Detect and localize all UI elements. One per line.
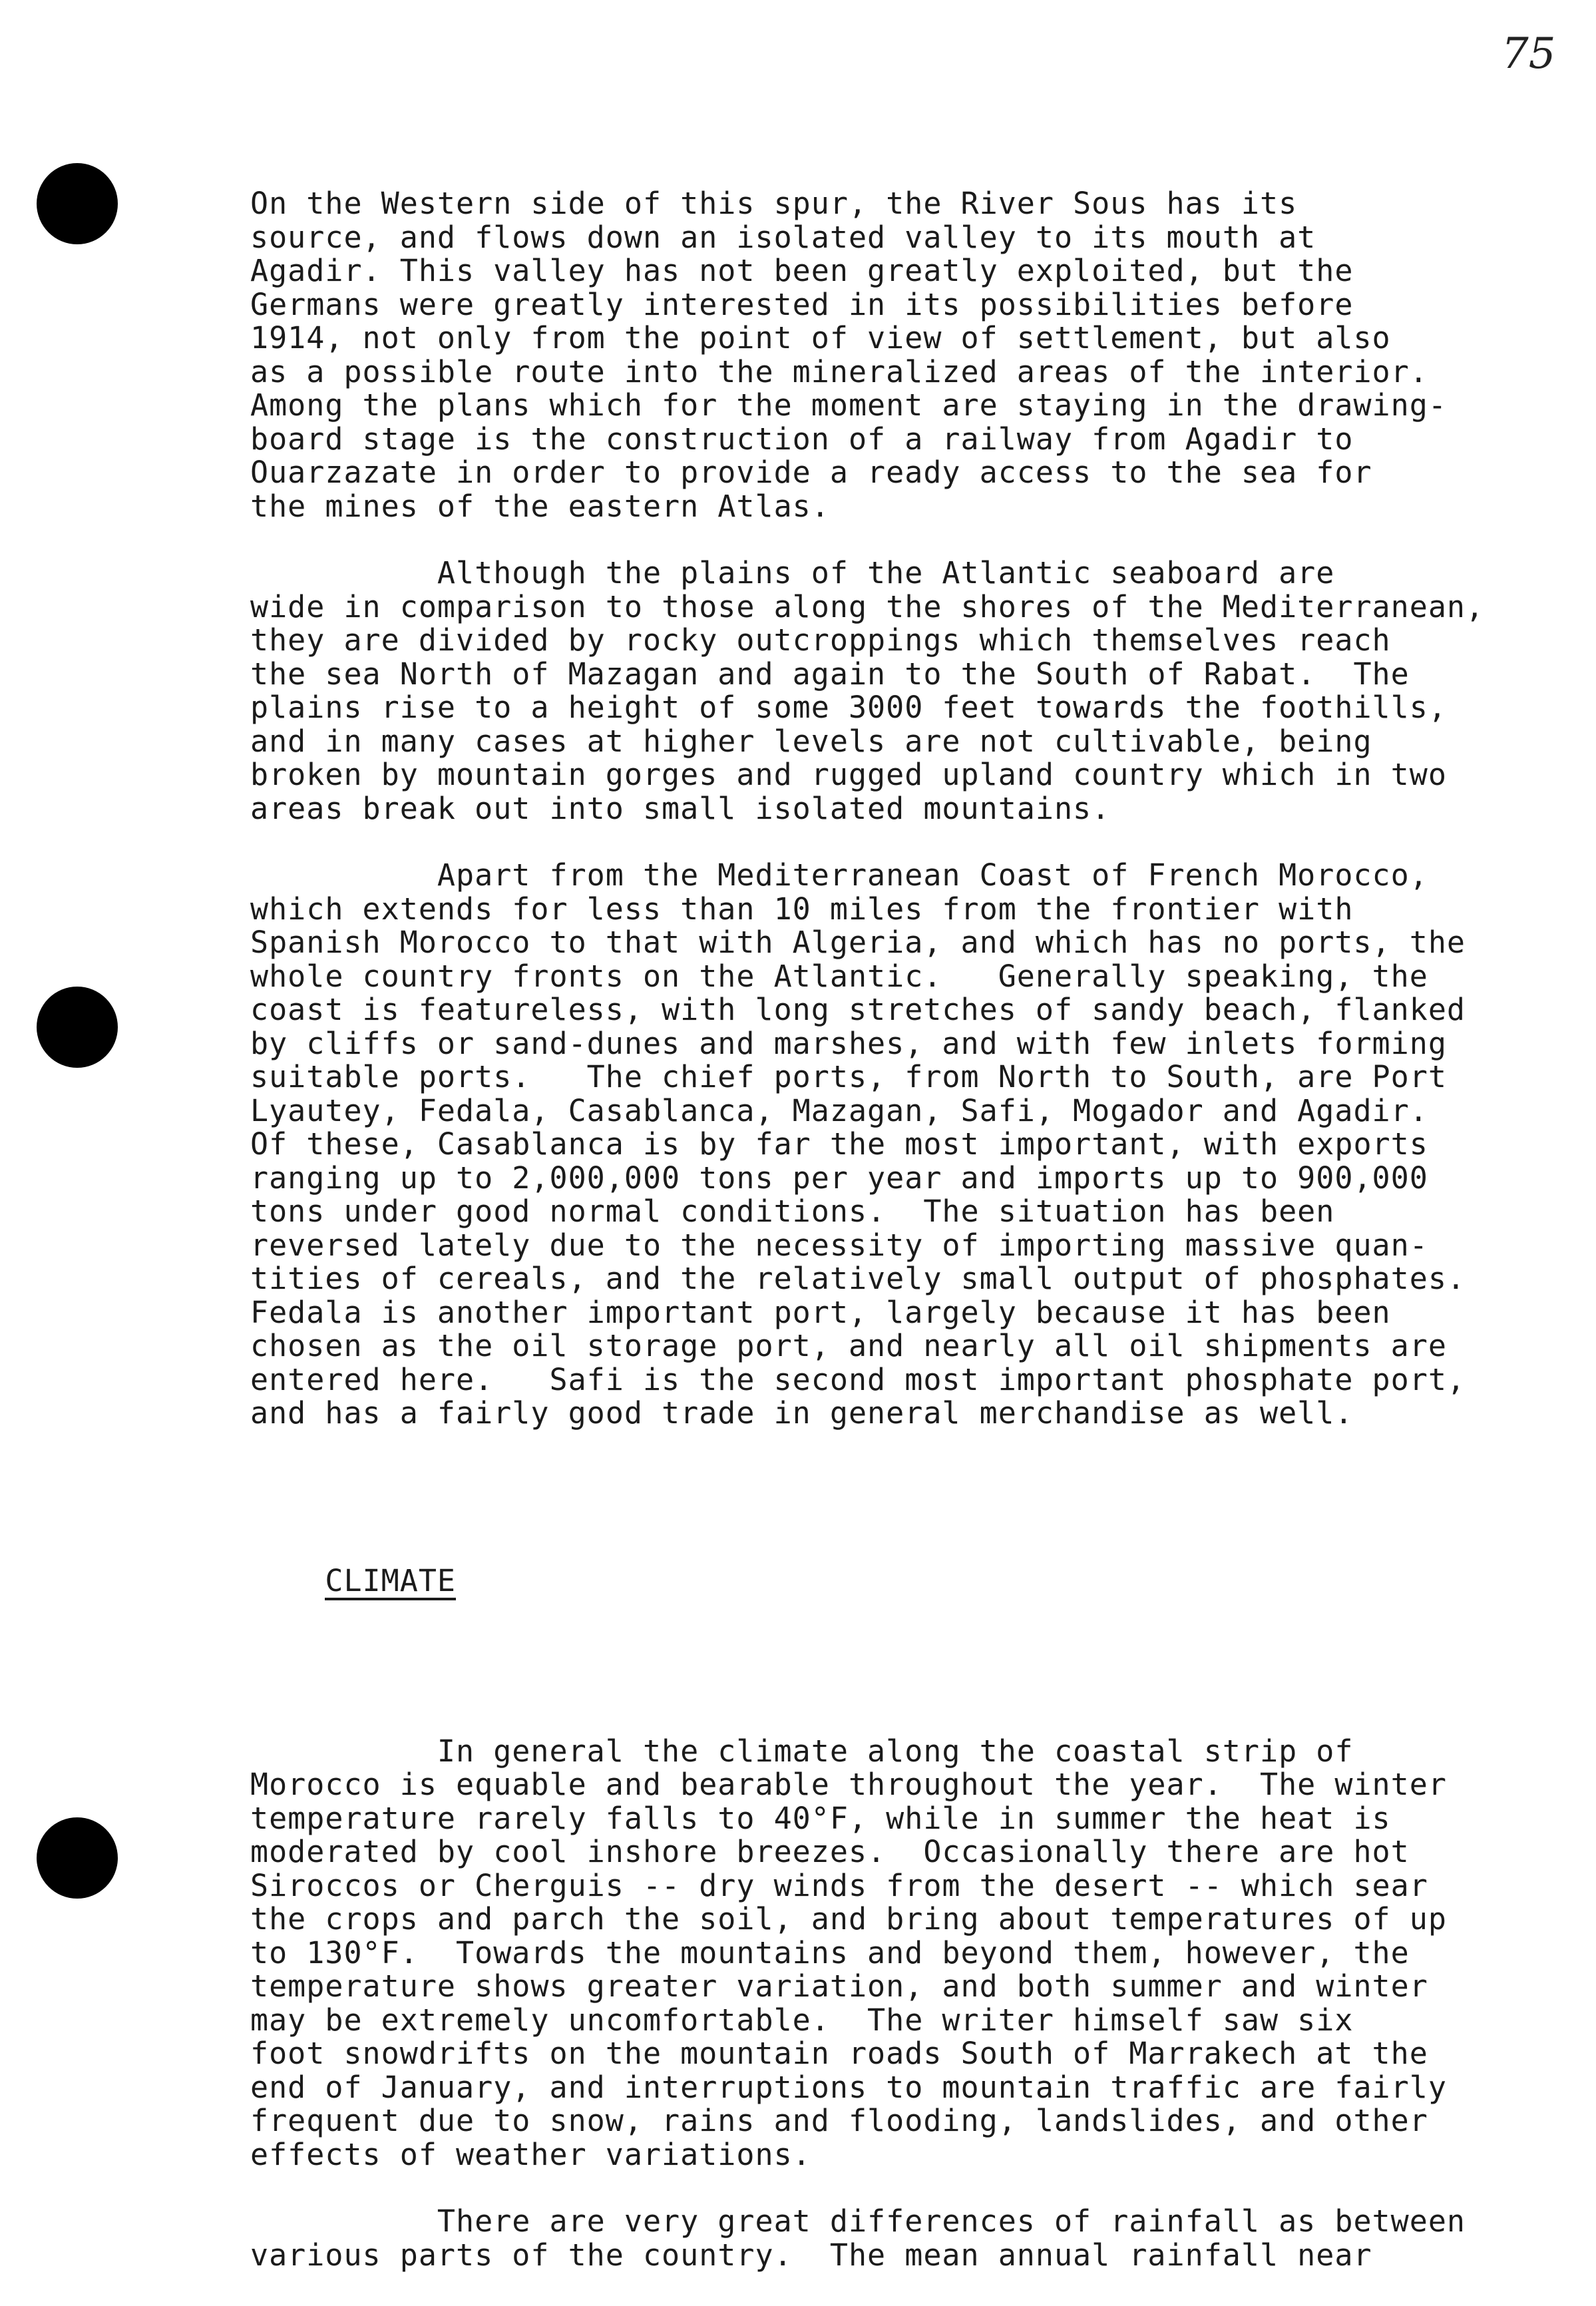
text-line: foot snowdrifts on the mountain roads South of Marrakech at the [250,2036,1428,2071]
text-line: and in many cases at higher levels are not cultivable, being [250,723,1372,759]
text-line: chosen as the oil storage port, and nearly all oil shipments are [250,1328,1447,1363]
text-line: the sea North of Mazagan and again to the South of Rabat. The [250,656,1410,692]
text-line: entered here. Safi is the second most important phosphate port, [250,1361,1466,1397]
text-line: On the Western side of this spur, the River Sous has its [250,186,1298,221]
paragraphs-after-heading [250,1735,1568,2273]
text-line: by cliffs or sand-dunes and marshes, and with few inlets forming [250,1025,1447,1061]
text-line: whole country fronts on the Atlantic. Generally speaking, the [250,958,1428,994]
text-line: end of January, and interruptions to mountain traffic are fairly [250,2069,1447,2105]
paragraph [250,859,1568,1431]
text-line: tons under good normal conditions. The situation has been [250,1194,1335,1229]
text-line: Morocco is equable and bearable throughout the year. The winter [250,1767,1447,1802]
text-line: wide in comparison to those along the shores of the Mediterranean, [250,588,1485,624]
text-line: In general the climate along the coastal strip of [250,1733,1354,1769]
text-line: and has a fairly good trade in general merchandise as well. [250,1395,1354,1431]
punch-hole-middle [37,987,118,1068]
text-line: Lyautey, Fedala, Casablanca, Mazagan, Safi, Mogador and Agadir. [250,1092,1428,1128]
text-line: the crops and parch the soil, and bring about temperatures of up [250,1901,1447,1937]
text-line: Apart from the Mediterranean Coast of French Morocco, [250,857,1428,893]
text-line: various parts of the country. The mean annual rainfall near [250,2237,1372,2273]
text-line: coast is featureless, with long stretches of sandy beach, flanked [250,992,1466,1027]
text-line: plains rise to a height of some 3000 feet towards the foothills, [250,690,1447,725]
text-line: Although the plains of the Atlantic seaboard are [250,555,1335,590]
text-line: Germans were greatly interested in its possibilities before [250,286,1354,322]
paragraphs-before-heading [250,187,1568,1431]
punch-hole-top [37,163,118,244]
page-number: 75 [1501,29,1556,79]
text-line: Among the plans which for the moment are staying in the drawing- [250,387,1447,423]
text-line: which extends for less than 10 miles from the frontier with [250,891,1354,927]
text-line: temperature shows greater variation, and both summer and winter [250,1968,1428,2004]
text-line: moderated by cool inshore breezes. Occasionally there are hot [250,1834,1410,1869]
text-line: broken by mountain gorges and rugged upland country which in two [250,757,1447,792]
text-line: Fedala is another important port, largely because it has been [250,1294,1391,1330]
paragraph [250,187,1568,523]
text-line: may be extremely uncomfortable. The writer himself saw six [250,2002,1354,2038]
text-line: frequent due to snow, rains and flooding, landslides, and other [250,2103,1428,2138]
text-line: 1914, not only from the point of view of settlement, but also [250,320,1391,355]
paragraph [250,1735,1568,2172]
text-line: to 130°F. Towards the mountains and beyond them, however, the [250,1935,1410,1970]
text-line: Siroccos or Cherguis -- dry winds from the desert -- which sear [250,1867,1428,1903]
paragraph [250,2205,1568,2272]
text-line: Ouarzazate in order to provide a ready access to the sea for [250,455,1372,490]
text-line: source, and flows down an isolated valley to its mouth at [250,219,1316,255]
text-line: they are divided by rocky outcroppings which themselves reach [250,622,1391,658]
paragraph [250,557,1568,825]
text-line: areas break out into small isolated mountains. [250,790,1111,826]
text-line: as a possible route into the mineralized areas of the interior. [250,353,1428,389]
section-heading: CLIMATE [325,1566,456,1600]
text-line: ranging up to 2,000,000 tons per year and imports up to 900,000 [250,1160,1428,1196]
text-line: the mines of the eastern Atlas. [250,488,830,524]
text-line: tities of cereals, and the relatively small output of phosphates. [250,1261,1466,1296]
text-line: suitable ports. The chief ports, from North to South, are Port [250,1059,1447,1094]
punch-hole-bottom [37,1817,118,1899]
text-line: Of these, Casablanca is by far the most important, with exports [250,1126,1428,1162]
text-line: There are very great differences of rainfall as between [250,2203,1466,2239]
text-line: reversed lately due to the necessity of importing massive quan- [250,1227,1428,1263]
text-line: temperature rarely falls to 40°F, while in summer the heat is [250,1800,1391,1836]
text-line: Agadir. This valley has not been greatly exploited, but the [250,253,1354,288]
text-line: effects of weather variations. [250,2136,811,2172]
document-body [250,120,1568,2306]
section-heading-wrap [250,1531,1568,1634]
text-line: Spanish Morocco to that with Algeria, and which has no ports, the [250,925,1466,960]
text-line: board stage is the construction of a railway from Agadir to [250,421,1354,457]
